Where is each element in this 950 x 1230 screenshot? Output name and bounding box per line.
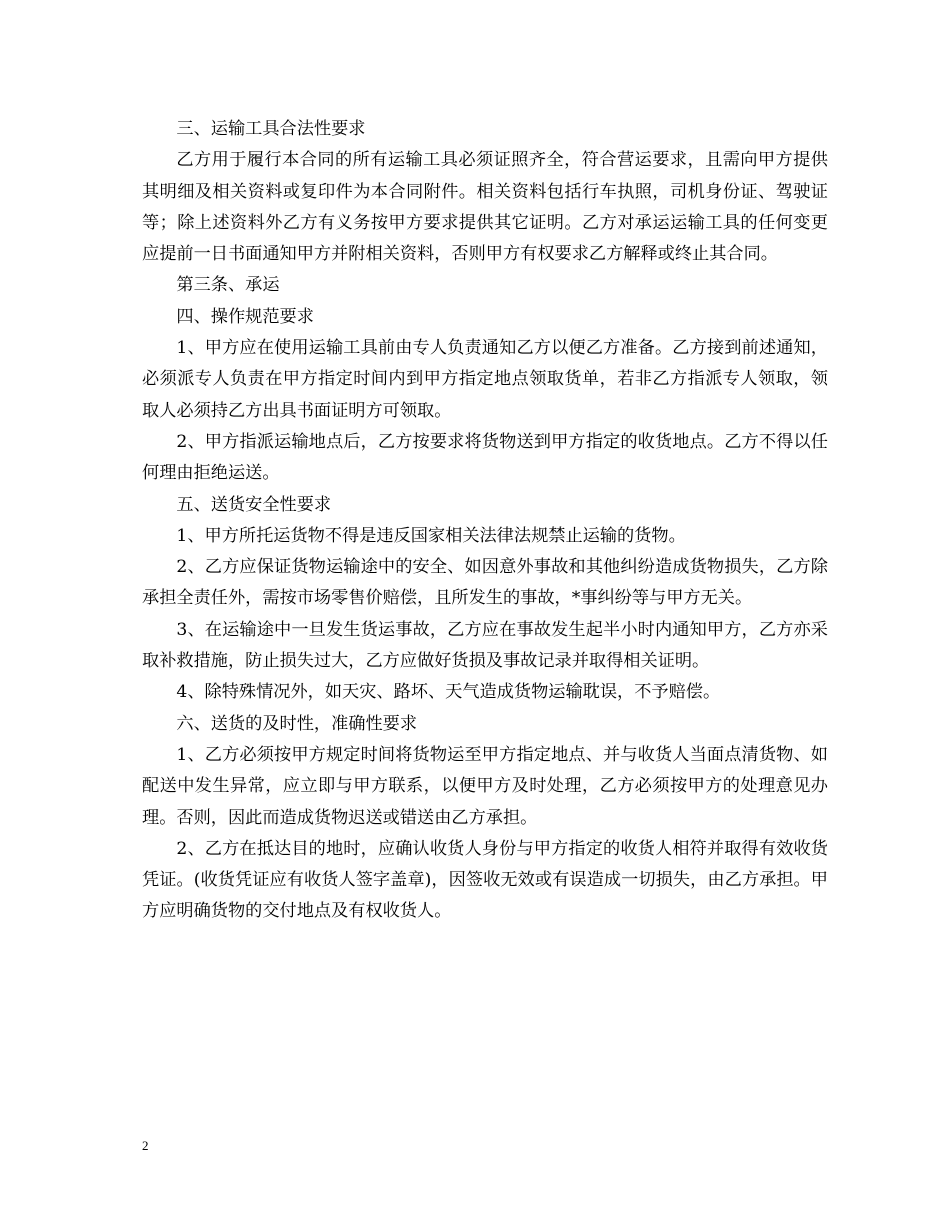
paragraph-safety-rule-3: 3、在运输途中一旦发生货运事故，乙方应在事故发生起半小时内通知甲方，乙方亦采取补救措施，防止损失过大，乙方应做好货损及事故记录并取得相关证明。 bbox=[142, 619, 828, 672]
section-heading-vehicle-legality: 三、运输工具合法性要求 bbox=[176, 119, 366, 139]
section-heading-operation-rules: 四、操作规范要求 bbox=[176, 306, 314, 327]
paragraph-vehicle-requirements: 乙方用于履行本合同的所有运输工具必须证照齐全，符合营运要求，且需向甲方提供其明细及相关资料或复印件为本合同附件。相关资料包括行车执照，司机身份证、驾驶证等；除上述资料外乙方有义务按甲方要求提供其它证明。乙方对承运运输工具的任何变更应提前一日书面通知甲方并附相关资料，否则甲方有权要求乙方解释或终止其合同。 bbox=[142, 150, 828, 265]
paragraph-operation-rule-1: 1、甲方应在使用运输工具前由专人负责通知乙方以便乙方准备。乙方接到前述通知，必须派专人负责在甲方指定时间内到甲方指定地点领取货单，若非乙方指派专人领取，领取人必须持乙方出具书面证明方可领取。 bbox=[142, 338, 828, 421]
document-body bbox=[142, 114, 828, 928]
paragraph-operation-rule-2: 2、甲方指派运输地点后，乙方按要求将货物送到甲方指定的收货地点。乙方不得以任何理由拒绝运送。 bbox=[142, 431, 828, 484]
article-heading-transport: 第三条、承运 bbox=[176, 275, 280, 296]
section-heading-delivery-timeliness: 六、送货的及时性，准确性要求 bbox=[176, 713, 418, 734]
section-heading-delivery-safety: 五、送货安全性要求 bbox=[176, 494, 332, 515]
paragraph-safety-rule-4: 4、除特殊情况外，如天灾、路坏、天气造成货物运输耽误，不予赔偿。 bbox=[176, 682, 721, 703]
paragraph-timeliness-rule-1: 1、乙方必须按甲方规定时间将货物运至甲方指定地点、并与收货人当面点清货物、如配送中发生异常，应立即与甲方联系，以便甲方及时处理，乙方必须按甲方的处理意见办理。否则，因此而造成货物迟送或错送由乙方承担。 bbox=[142, 744, 828, 828]
page-number: 2 bbox=[142, 1138, 149, 1153]
paragraph-safety-rule-2: 2、乙方应保证货物运输途中的安全、如因意外事故和其他纠纷造成货物损失，乙方除承担全责任外，需按市场零售价赔偿，且所发生的事故，*事纠纷等与甲方无关。 bbox=[142, 557, 828, 609]
paragraph-safety-rule-1: 1、甲方所托运货物不得是违反国家相关法律法规禁止运输的货物。 bbox=[176, 525, 686, 546]
paragraph-timeliness-rule-2: 2、乙方在抵达目的地时，应确认收货人身份与甲方指定的收货人相符并取得有效收货凭证。(收货凭证应有收货人签字盖章)，因签收无效或有误造成一切损失，由乙方承担。甲方应明确货物的交付地点及有权收货人。 bbox=[142, 838, 828, 922]
